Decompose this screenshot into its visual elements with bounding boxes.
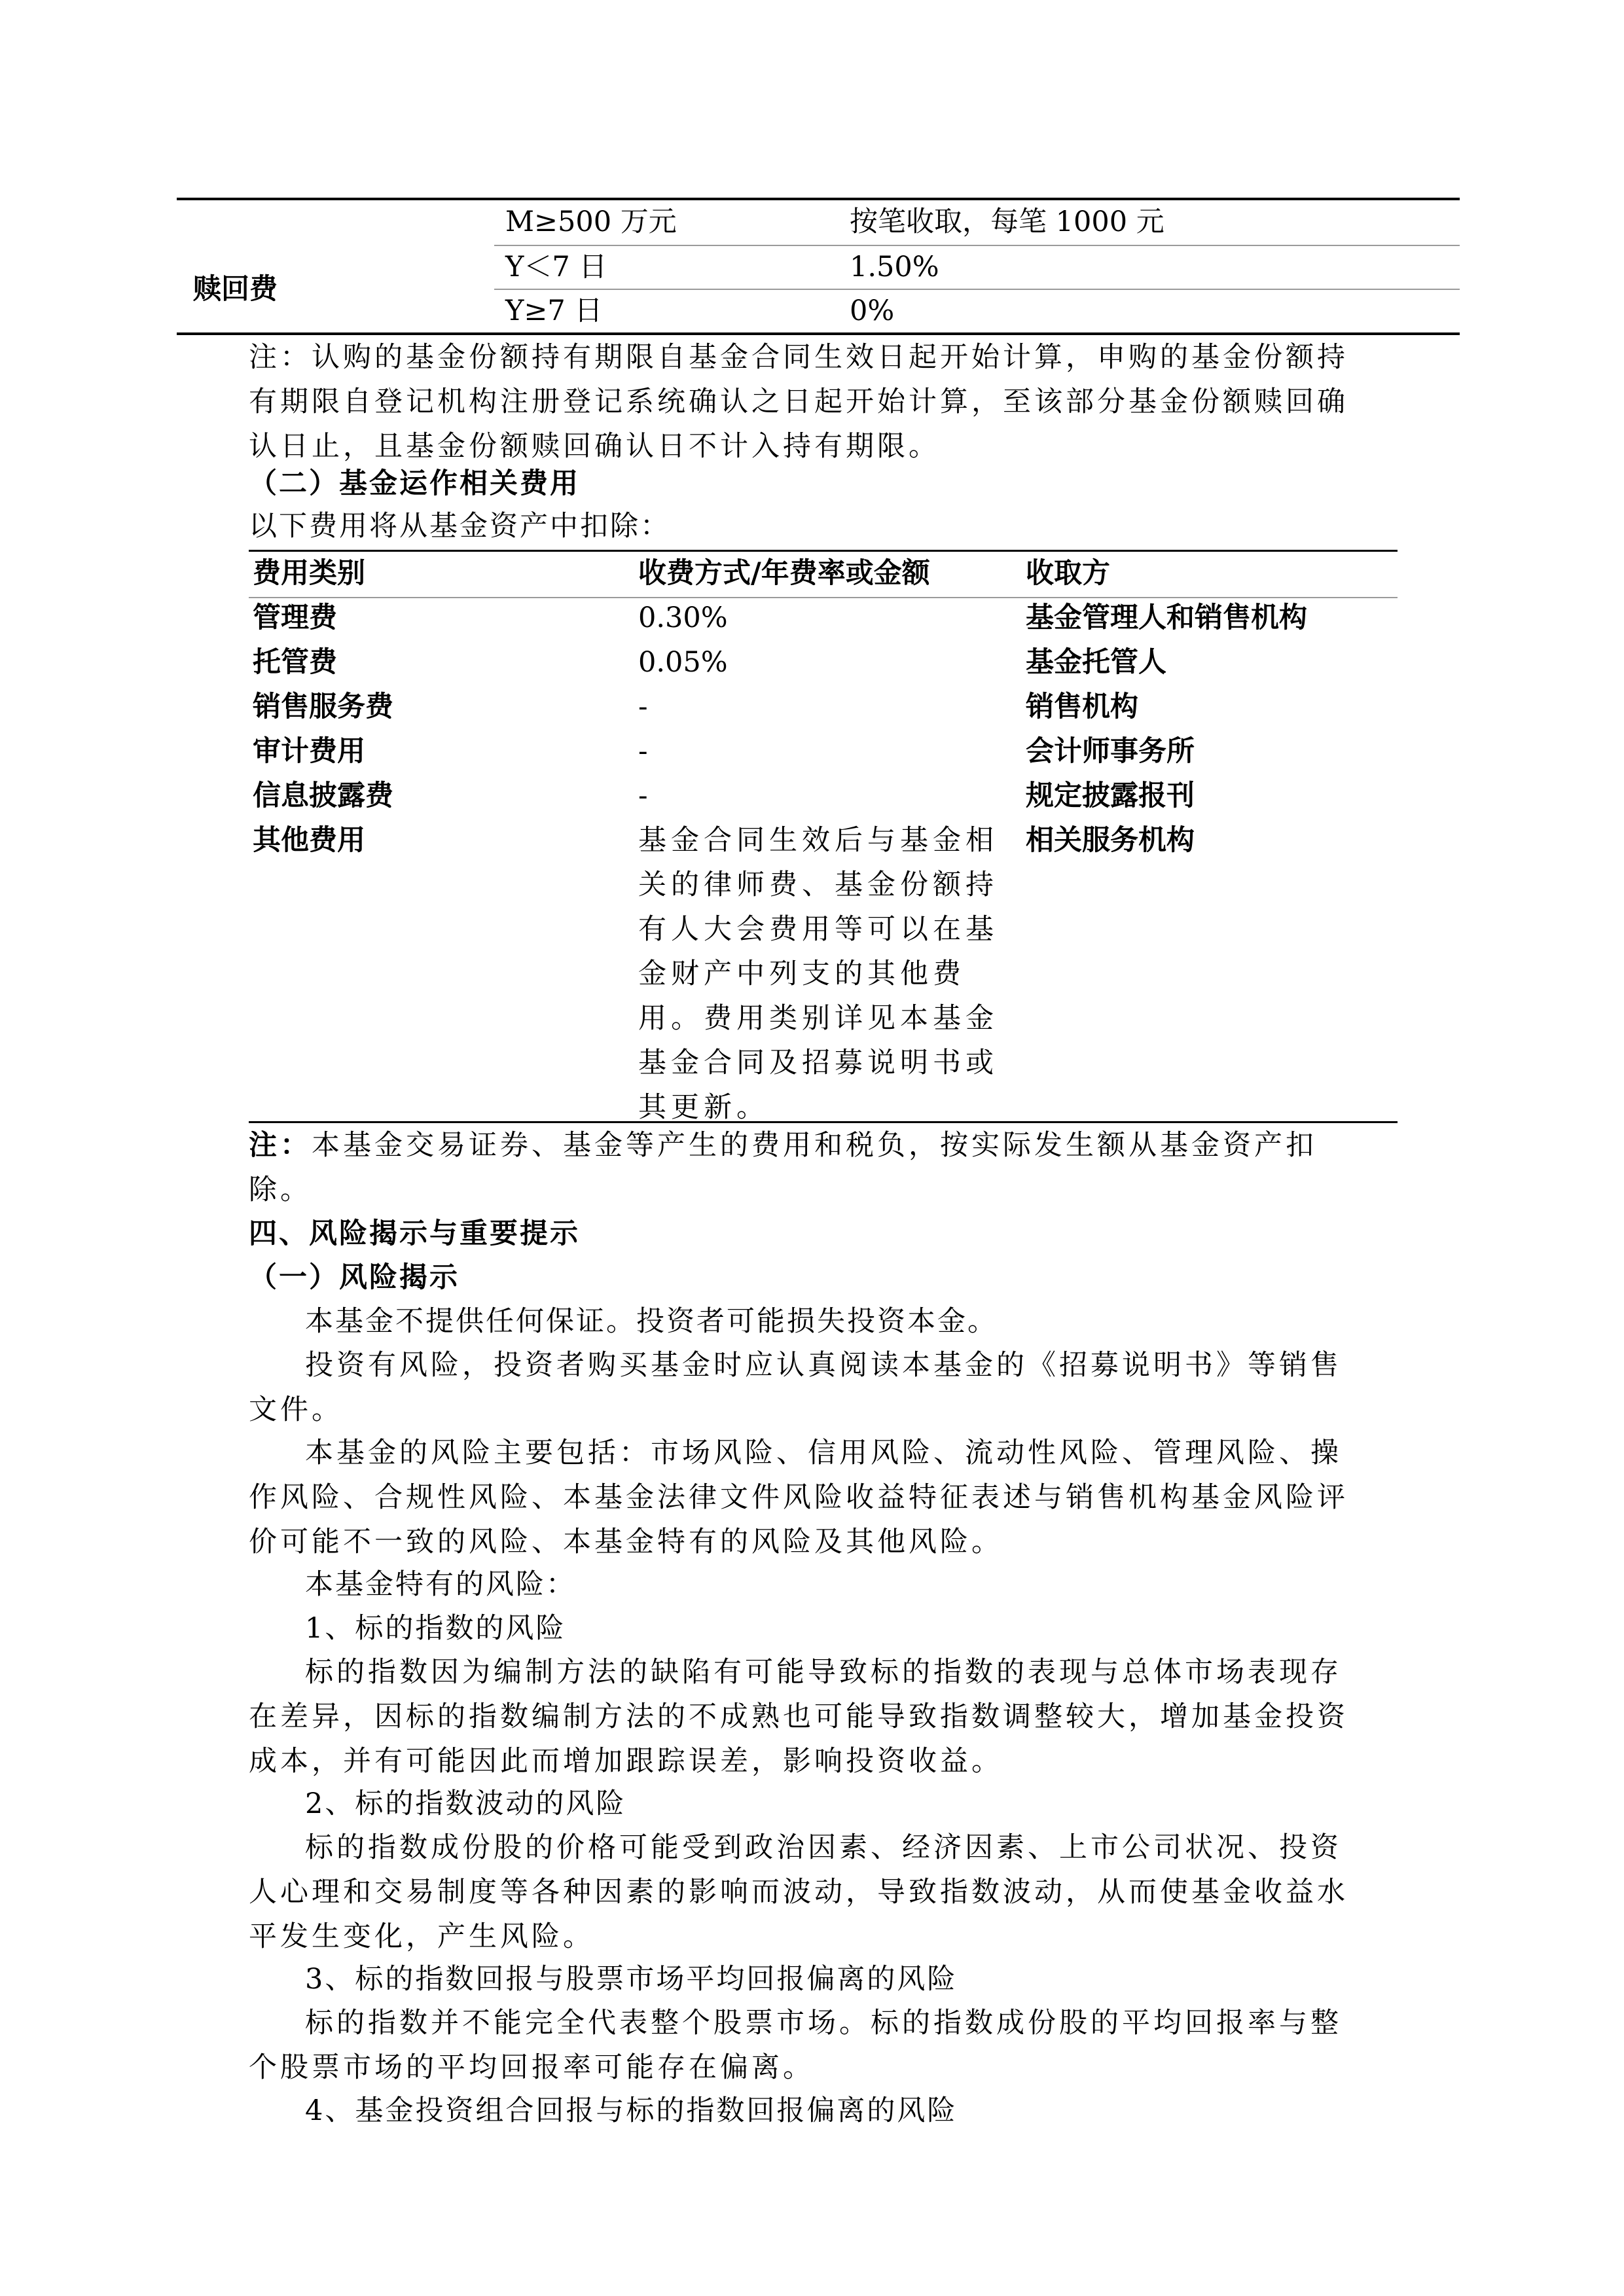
- note-holding-period: 注：认购的基金份额持有期限自基金合同生效日起开始计算，申购的基金份额持有期限自登记机构注册登记系统确认之日起开始计算，至该部分基金份额赎回确认日止，且基金份额赎回确认日不计入持有期限。: [249, 341, 1348, 463]
- redeem-rate-cell: 按笔收取，每笔 1000 元: [850, 206, 1164, 238]
- risk-heading: 3、标的指数回报与股票市场平均回报偏离的风险: [305, 1963, 958, 1996]
- risk-heading: 1、标的指数的风险: [305, 1612, 566, 1645]
- redeem-fee-label: 赎回费: [193, 273, 278, 306]
- section-ops-fees-intro: 以下费用将从基金资产中扣除：: [249, 510, 670, 543]
- redeem-rate-cell: 0%: [850, 295, 895, 327]
- col-header-payee: 收取方: [1026, 557, 1110, 590]
- paragraph: 投资有风险，投资者购买基金时应认真阅读本基金的《招募说明书》等销售文件。: [249, 1349, 1342, 1426]
- paragraph: 标的指数因为编制方法的缺陷有可能导致标的指数的表现与总体市场表现存在差异，因标的指数编制方法的不成熟也可能导致指数调整较大，增加基金投资成本，并有可能因此而增加跟踪误差，影响投资收益。: [249, 1656, 1348, 1778]
- paragraph: 标的指数成份股的价格可能受到政治因素、经济因素、上市公司状况、投资人心理和交易制度等各种因素的影响而波动，导致指数波动，从而使基金收益水平发生变化，产生风险。: [249, 1831, 1348, 1953]
- section-risk-disclosure-title: （一）风险揭示: [249, 1261, 460, 1294]
- section-risk-title: 四、风险揭示与重要提示: [249, 1217, 580, 1250]
- fee-rate-cell: 0.30%: [638, 601, 728, 634]
- table-row-rule: [494, 245, 1460, 246]
- note-trading-costs: [249, 1123, 1362, 1212]
- paragraph: 本基金特有的风险：: [305, 1568, 576, 1601]
- risk-heading: 4、基金投资组合回报与标的指数回报偏离的风险: [305, 2094, 958, 2127]
- paragraph: 标的指数并不能完全代表整个股票市场。标的指数成份股的平均回报率与整个股票市场的平均回报率可能存在偏离。: [249, 2007, 1342, 2084]
- col-header-type: 费用类别: [253, 557, 365, 590]
- note-label: 注：: [249, 1129, 312, 1162]
- col-header-rate: 收费方式/年费率或金额: [638, 557, 930, 590]
- section-ops-fees-title: （二）基金运作相关费用: [249, 467, 580, 500]
- redeem-rate-cell: 1.50%: [850, 251, 939, 283]
- fee-rate-cell: 0.05%: [638, 646, 728, 679]
- fee-rate-cell-other: 基金合同生效后与基金相关的律师费、基金份额持有人大会费用等可以在基金财产中列支的其他费用。费用类别详见本基金基金合同及招募说明书或其更新。: [638, 824, 998, 1124]
- fee-type-cell: 信息披露费: [253, 780, 393, 812]
- redeem-condition-cell: Y≥7 日: [505, 295, 603, 327]
- fee-payee-cell: 相关服务机构: [1026, 824, 1195, 857]
- fee-rate-cell: -: [638, 735, 648, 768]
- fee-type-cell: 其他费用: [253, 824, 365, 857]
- fee-payee-cell: 销售机构: [1026, 691, 1138, 723]
- redeem-condition-cell: M≥500 万元: [505, 206, 677, 238]
- fee-payee-cell: 会计师事务所: [1026, 735, 1195, 768]
- paragraph: 本基金的风险主要包括：市场风险、信用风险、流动性风险、管理风险、操作风险、合规性风险、本基金法律文件风险收益特征表述与销售机构基金风险评价可能不一致的风险、本基金特有的风险及其他风险。: [249, 1437, 1348, 1558]
- fee-payee-cell: 基金管理人和销售机构: [1026, 601, 1307, 634]
- risk-heading: 2、标的指数波动的风险: [305, 1787, 626, 1820]
- fee-payee-cell: 规定披露报刊: [1026, 780, 1195, 812]
- fee-payee-cell: 基金托管人: [1026, 646, 1166, 679]
- fee-rate-cell: -: [638, 780, 648, 812]
- note-text: 本基金交易证券、基金等产生的费用和税负，按实际发生额从基金资产扣除。: [249, 1129, 1317, 1206]
- table-top-rule: [177, 198, 1460, 200]
- fee-type-cell: 审计费用: [253, 735, 365, 768]
- fee-type-cell: 托管费: [253, 646, 337, 679]
- fee-type-cell: 销售服务费: [253, 691, 393, 723]
- table-row-rule: [494, 289, 1460, 290]
- fee-rate-cell: -: [638, 691, 648, 723]
- redeem-condition-cell: Y＜7 日: [505, 251, 607, 283]
- paragraph: 本基金不提供任何保证。投资者可能损失投资本金。: [305, 1305, 998, 1338]
- fee-type-cell: 管理费: [253, 601, 337, 634]
